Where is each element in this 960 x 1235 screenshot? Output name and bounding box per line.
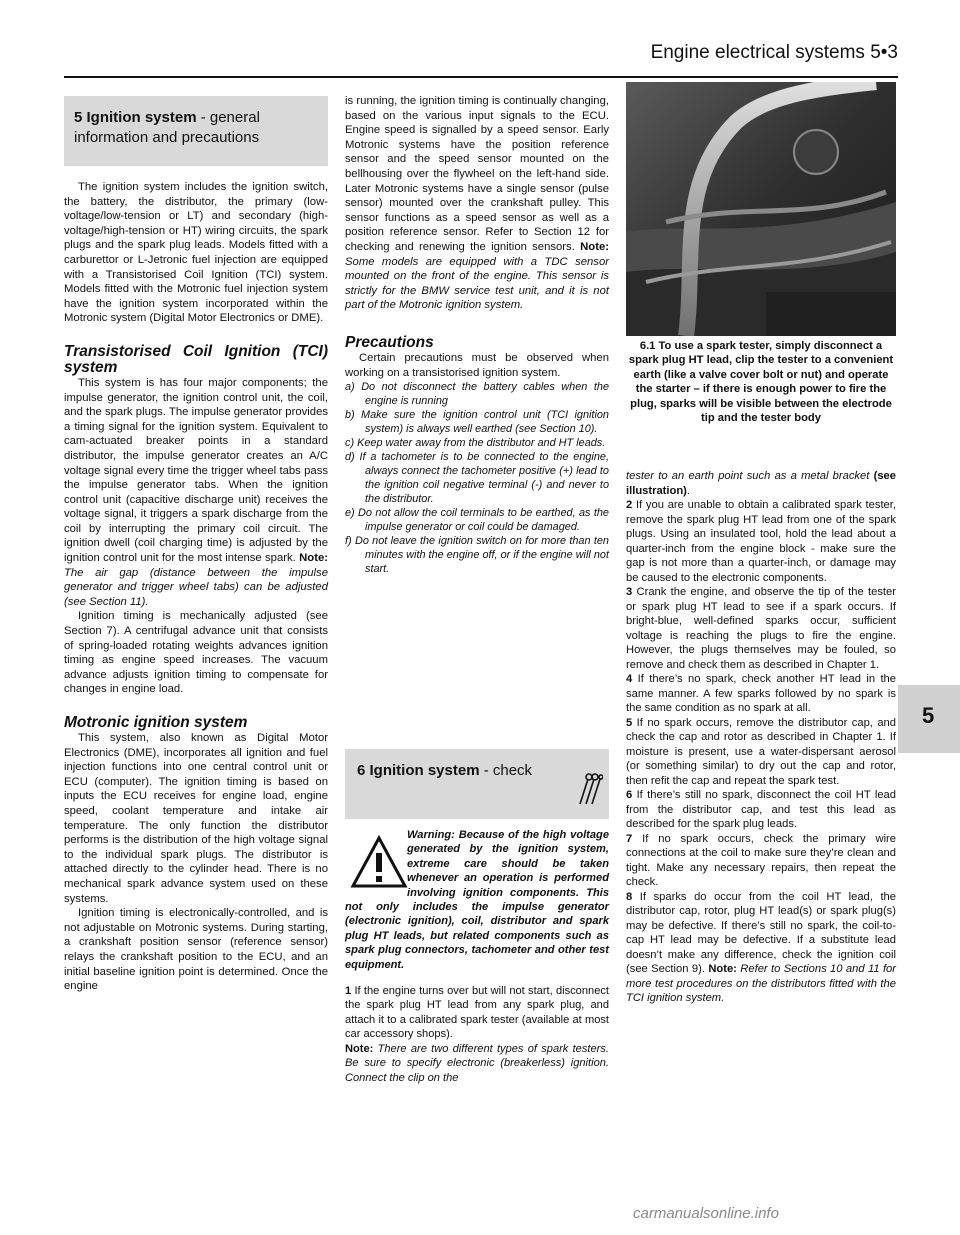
column-3 [626,469,896,1006]
motronic-paragraph-1: This system, also known as Digital Motor Electronics (DME), incorporates all ignition and fuel injection functions into one central control unit or ECU (computer). The ignition timing is based on inputs the ECU receives for engine load, engine speed, coolant temperature and intake air temperature. The only function the distributor performs is the distribution of the high voltage signal to the individual spark plugs. The distributor is attached directly to the cylinder head. There is no mechanical spark advance system used on these systems. [64,732,328,905]
engine-photo-illustration [626,82,896,336]
spark-tester-photo [626,82,896,336]
column-2-lower [345,828,609,1085]
section-6-heading-box [345,749,609,819]
precautions-intro: Certain precautions must be observed when working on a transistorised ignition system. [345,351,609,379]
motronic-paragraph-2: Ignition timing is electronically-controlled, and is not adjustable on Motronic systems. During starting, a crankshaft position sensor (reference sensor) relays the crankshaft position to the ECU, and an initial baseline ignition point is determined. Once the engine [64,907,328,993]
step-1-note: Note: There are two different types of spark testers. Be sure to specify electronic (breakerless) ignition. Connect the clip on the [345,1042,609,1084]
column-1 [64,180,328,994]
step-4: 4 If there’s no spark, check another HT lead in the same manner. A few sparks followed by no spark is the same condition as no spark at all. [626,673,896,714]
footer-watermark: carmanualsonline.info [633,1205,779,1222]
photo-caption: 6.1 To use a spark tester, simply disconnect a spark plug HT lead, clip the tester to a convenient earth (like a valve cover bolt or nut) and operate the starter – if there is enough power to fire the plug, sparks will be visible between the electrode tip and the tester body [628,340,894,425]
precautions-list [345,380,609,576]
tci-paragraph-1: This system is has four major components; the impulse generator, the ignition control unit, the coil, and the spark plugs. The impulse generator provides a timing signal for the ignition system. Equivalent to cam-actuated breaker points in a standard distributor, the impulse generator creates an A/C voltage signal every time the trigger wheel tabs pass the impulse generator tabs. When the ignition control unit (capacitive discharge unit) receives the voltage signal, it triggers a spark discharge from the coil by interrupting the primary coil circuit. The ignition dwell (coil charging time) is adjusted by the ignition control unit for the most intense spark. Note: The air gap (distance between the impulse generator and trigger wheel tabs) can be adjusted (see Section 11). [64,376,329,608]
page-header-title: Engine electrical systems 5•3 [650,42,898,63]
step-6: 6 If there’s still no spark, disconnect the coil HT lead from the distributor cap, and test this lead as described for the spark plug leads. [626,789,896,830]
precautions-heading: Precautions [345,333,434,351]
section-6-title: 6 Ignition system [357,762,480,779]
step-7: 7 If no spark occurs, check the primary wire connections at the coil to make sure they’re clean and tight. Make any necessary repairs, then repeat the check. [626,832,896,888]
warning-text: Warning: Because of the high voltage generated by the ignition system, extreme care should be taken whenever an operation is performed involving ignition components. This not only includes the impulse generator (electronic ignition), coil, distributor and spark plug HT leads, but related components such as spark plug connectors, tachometer and other test equipment. [345,829,609,971]
list-item: c) Keep water away from the distributor and HT leads. [345,437,606,450]
motronic-heading: Motronic ignition system [64,714,248,731]
section-5-heading-box [64,96,328,166]
tester-continued: tester to an earth point such as a metal bracket (see illustration). [626,470,897,497]
list-item: b) Make sure the ignition control unit (TCI ignition system) is always well earthed (see Section 10). [345,409,609,436]
chapter-tab [898,685,960,753]
step-8: 8 If sparks do occur from the coil HT lead, the distributor cap, rotor, plug HT lead(s) or spark plug(s) may be defective. If there’s still no spark, the coil-to-cap HT lead may be defective. If a substitute lead doesn’t make any difference, check the ignition coil (see Section 9). Note: Refer to Sections 10 and 11 for more test procedures on the distributors fitted with the TCI ignition system. [626,890,896,1004]
motronic-continued: is running, the ignition timing is continually changing, based on the various input signals to the ECU. Engine speed is signalled by a speed sensor. Early Motronic systems have the position reference sensor and the speed sensor mounted on the bellhousing over the flywheel on the left-hand side. Later Motronic systems have a single sensor (pulse sensor) mounted over the crankshaft pulley. This sensor functions as a speed sensor as well as a position reference sensor. Refer to Section 12 for checking and renewing the ignition sensors. Note: Some models are equipped with a TDC sensor mounted on the front of the engine. This sensor is strictly for the BMW service test unit, and it is not part of the Motronic ignition system. [345,95,610,312]
intro-paragraph: The ignition system includes the ignition switch, the battery, the distributor, the primary (low-voltage/low-tension or LT) and secondary (high-voltage/high-tension or HT) wiring circuits, the spark plugs and the spark plug leads. Models fitted with a carburettor or L-Jetronic fuel injection are equipped with a Transistorised Coil Ignition (TCI) system. Models fitted with the Motronic fuel injection system have the ignition system incorporated within the Motronic system (Digital Motor Electronics or DME). [64,181,328,325]
section-6-subtitle: - check [483,762,533,779]
step-1: 1 If the engine turns over but will not start, disconnect the spark plug HT lead from any spark plug, and attach it to a calibrated spark tester (available at most car accessory shops). [345,985,609,1041]
tci-heading: Transistorised Coil Ignition (TCI) system [64,342,328,376]
step-5: 5 If no spark occurs, remove the distributor cap, and check the cap and rotor as described in Chapter 1. If moisture is present, use a water-dispersant aerosol (or something similar) to dry out the cap and rotor, then refit the cap and repeat the spark test. [626,716,896,787]
step-3: 3 Crank the engine, and observe the tip of the tester or spark plug HT lead to see if a spark occurs. If bright-blue, well-defined sparks occur, sufficient voltage is reaching the plugs to fire the engine. However, the plugs themselves may be fouled, so remove and check them as described in Chapter 1. [626,586,896,671]
section-5-title: 5 Ignition system [74,109,197,126]
header-rule [64,76,898,78]
list-item: f) Do not leave the ignition switch on for more than ten minutes with the engine off, or if the engine will not start. [345,535,609,576]
list-item: d) If a tachometer is to be connected to the engine, always connect the tachometer positive (+) lead to the ignition coil negative terminal (-) and never to the distributor. [345,451,609,506]
chapter-tab-number: 5 [922,703,935,728]
section-5-subtitle: - general information and precautions [74,109,260,146]
tci-paragraph-2: Ignition timing is mechanically adjusted (see Section 7). A centrifugal advance unit that consists of spring-loaded rotating weights advances ignition timing as engine speed increases. The vacuum advance adjusts ignition timing to compensate for changes in engine load. [64,610,328,696]
list-item: e) Do not allow the coil terminals to be earthed, as the impulse generator or coil could be damaged. [345,507,609,534]
spanner-difficulty-icon [577,771,603,807]
step-2: 2 If you are unable to obtain a calibrated spark tester, remove the spark plug HT lead from one of the spark plugs. Using an insulated tool, hold the lead about a quarter-inch from the engine block - make sure the gap is not more than a quarter-inch, or damage may be caused to the electronic components. [626,499,896,584]
column-2 [345,94,609,576]
list-item: a) Do not disconnect the battery cables when the engine is running [345,381,609,408]
